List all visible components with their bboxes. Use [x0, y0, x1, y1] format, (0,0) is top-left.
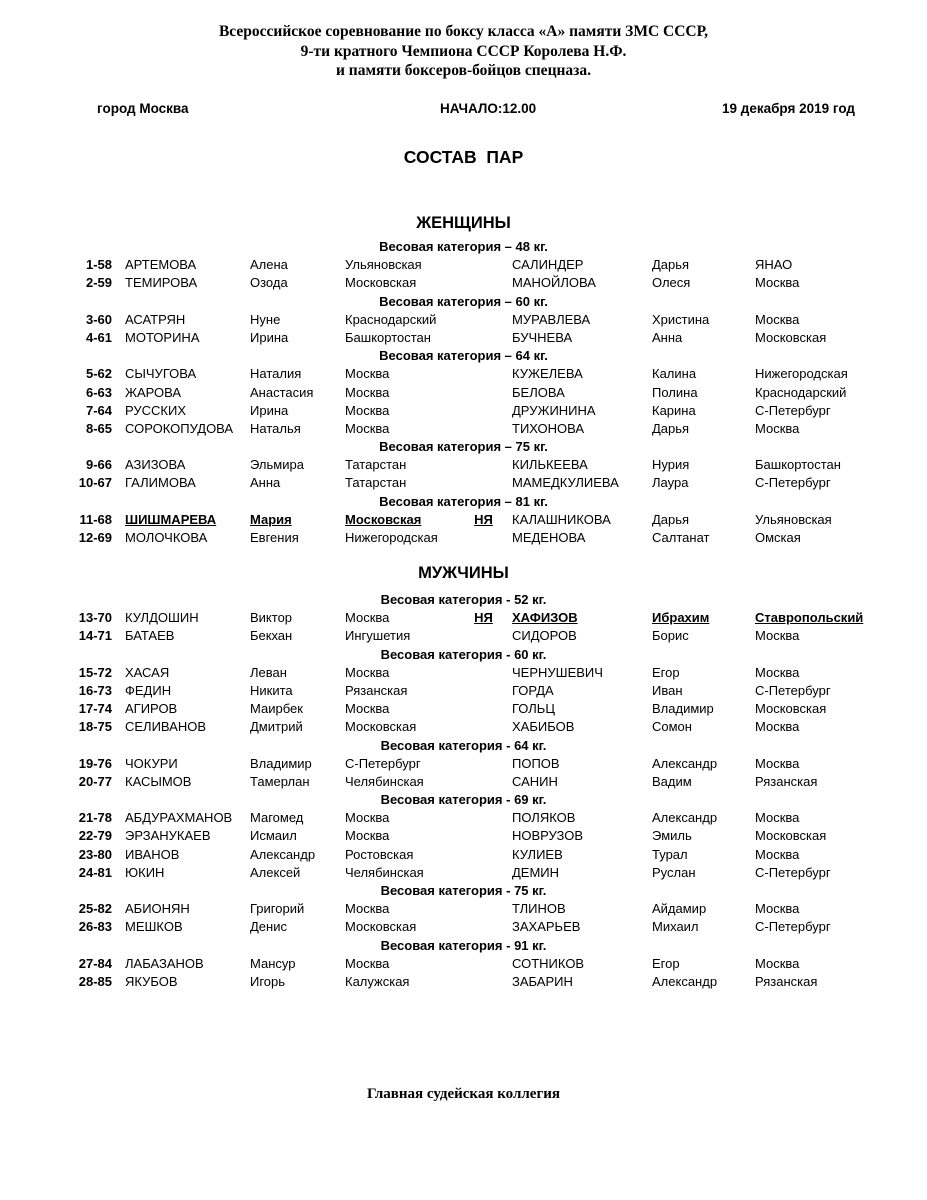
boxer2-surname: КИЛЬКЕЕВА	[512, 457, 588, 473]
boxer2-region: Москва	[755, 664, 800, 680]
boxer2-region: Москва	[755, 275, 800, 291]
boxer1-surname: ШИШМАРЕВА	[125, 511, 217, 527]
pair-row	[0, 700, 927, 718]
boxer1-firstname: Владимир	[250, 755, 312, 771]
boxer2-firstname: Иван	[652, 682, 683, 698]
boxer1-region: Москва	[345, 810, 390, 826]
boxer2-region: Нижегородская	[755, 366, 848, 382]
boxer2-surname: МАМЕДКУЛИЕВА	[512, 475, 619, 491]
footer-signature: Главная судейская коллегия	[366, 1086, 561, 1102]
boxer1-firstname: Никита	[250, 682, 293, 698]
no-show-mark	[455, 402, 512, 420]
boxer2-region: С-Петербург	[755, 919, 831, 935]
pair-row	[0, 900, 927, 918]
boxer2-surname: ХАФИЗОВ	[512, 610, 578, 626]
pair-row	[0, 718, 927, 736]
boxer2-surname: ГОЛЬЦ	[512, 701, 555, 717]
no-show-mark	[455, 256, 512, 274]
boxer1-firstname: Григорий	[250, 901, 305, 917]
date-label: 19 декабря 2019 год	[721, 101, 855, 116]
pair-number: 27-84	[78, 955, 112, 971]
pair-number: 13-70	[78, 610, 112, 626]
boxer1-firstname: Мария	[250, 511, 292, 527]
boxer2-firstname: Дарья	[652, 511, 690, 527]
pairs-table-women	[0, 238, 927, 547]
boxer1-firstname: Ирина	[250, 329, 289, 345]
boxer1-region: Челябинская	[345, 773, 424, 789]
boxer1-surname: КАСЫМОВ	[125, 773, 192, 789]
boxer1-surname: ИВАНОВ	[125, 846, 180, 862]
boxer1-region: Ростовская	[345, 846, 414, 862]
weight-category-header: Весовая категория - 52 кг.	[380, 592, 547, 607]
boxer2-surname: СИДОРОВ	[512, 628, 577, 644]
pair-row	[0, 529, 927, 547]
boxer1-surname: ЛАБАЗАНОВ	[125, 955, 204, 971]
boxer1-surname: ХАСАЯ	[125, 664, 170, 680]
boxer2-region: Ульяновская	[755, 511, 832, 527]
boxer2-surname: БЕЛОВА	[512, 384, 565, 400]
pair-number: 9-66	[85, 457, 112, 473]
boxer2-region: Москва	[755, 719, 800, 735]
boxer1-surname: ЯКУБОВ	[125, 973, 178, 989]
boxer1-firstname: Анна	[250, 475, 281, 491]
boxer2-firstname: Нурия	[652, 457, 690, 473]
boxer2-surname: ХАБИБОВ	[512, 719, 575, 735]
boxer1-surname: ЖАРОВА	[125, 384, 182, 400]
boxer1-firstname: Тамерлан	[250, 773, 310, 789]
boxer1-surname: РУССКИХ	[125, 402, 187, 418]
title-line-2: 9-ти кратного Чемпиона СССР Королева Н.Ф.	[300, 42, 627, 60]
weight-category-header: Весовая категория - 64 кг.	[380, 737, 547, 753]
boxer1-region: Нижегородская	[345, 530, 438, 545]
boxer2-firstname: Егор	[652, 955, 680, 971]
boxer1-region: Рязанская	[345, 682, 408, 698]
weight-category-header: Весовая категория – 64 кг.	[379, 348, 548, 364]
boxer1-firstname: Озода	[250, 275, 288, 291]
no-show-mark	[455, 627, 512, 645]
weight-category-header: Весовая категория – 60 кг.	[379, 293, 548, 309]
pair-number: 19-76	[78, 755, 112, 771]
boxer2-surname: КУЖЕЛЕВА	[512, 366, 583, 382]
pair-number: 23-80	[78, 846, 112, 862]
pair-row	[0, 609, 927, 627]
pair-number: 16-73	[78, 682, 112, 698]
boxer2-region: Рязанская	[755, 973, 818, 989]
pair-row	[0, 955, 927, 973]
boxer2-surname: ЗАБАРИН	[512, 973, 573, 989]
no-show-mark	[455, 918, 512, 936]
no-show-mark	[455, 420, 512, 438]
boxer2-surname: НОВРУЗОВ	[512, 828, 584, 844]
pair-row	[0, 664, 927, 682]
boxer2-surname: МАНОЙЛОВА	[512, 275, 596, 291]
boxer1-surname: АГИРОВ	[125, 701, 178, 717]
pair-row	[0, 755, 927, 773]
boxer2-firstname: Вадим	[652, 773, 692, 789]
boxer2-firstname: Турал	[652, 846, 688, 862]
pairs-list-title: СОСТАВ ПАР	[403, 147, 524, 167]
boxer2-firstname: Борис	[652, 628, 689, 644]
boxer1-firstname: Денис	[250, 919, 287, 935]
no-show-mark: НЯ	[474, 511, 493, 527]
pair-number: 8-65	[85, 420, 112, 436]
boxer1-region: Москва	[345, 701, 390, 717]
boxer1-surname: ЮКИН	[125, 864, 165, 880]
no-show-mark	[455, 384, 512, 402]
boxer2-region: Рязанская	[755, 773, 818, 789]
pair-row	[0, 627, 927, 645]
boxer1-surname: АСАТРЯН	[125, 311, 186, 327]
boxer2-surname: БУЧНЕВА	[512, 329, 573, 345]
pair-row	[0, 682, 927, 700]
pair-number: 5-62	[85, 366, 112, 382]
boxer1-region: Краснодарский	[345, 311, 437, 327]
boxer2-firstname: Анна	[652, 329, 683, 345]
weight-category-header: Весовая категория – 81 кг.	[379, 493, 548, 509]
document-title	[0, 22, 927, 81]
no-show-mark	[455, 529, 512, 547]
section-heading-women: ЖЕНЩИНЫ	[416, 214, 511, 232]
boxer2-region: Башкортостан	[755, 457, 841, 473]
no-show-mark	[455, 718, 512, 736]
title-line-1: Всероссийское соревнование по боксу класса «А» памяти ЗМС СССР,	[218, 23, 709, 40]
boxer2-surname: ДЕМИН	[512, 864, 560, 880]
boxer1-region: Москва	[345, 955, 390, 971]
boxer1-surname: ФЕДИН	[125, 682, 172, 698]
weight-category-header: Весовая категория - 91 кг.	[380, 937, 547, 953]
boxer2-region: Ставропольский	[755, 610, 864, 626]
boxer2-surname: МЕДЕНОВА	[512, 530, 586, 545]
boxer2-firstname: Карина	[652, 402, 696, 418]
boxer2-region: С-Петербург	[755, 402, 831, 418]
boxer2-surname: ДРУЖИНИНА	[512, 402, 596, 418]
boxer1-surname: СЕЛИВАНОВ	[125, 719, 207, 735]
boxer2-firstname: Полина	[652, 384, 698, 400]
boxer2-surname: ПОЛЯКОВ	[512, 810, 576, 826]
boxer1-region: Москва	[345, 366, 390, 382]
boxer1-surname: КУЛДОШИН	[125, 610, 199, 626]
no-show-mark	[455, 973, 512, 991]
boxer1-region: Ульяновская	[345, 257, 422, 273]
boxer2-firstname: Калина	[652, 366, 697, 382]
no-show-mark	[455, 955, 512, 973]
boxer1-surname: ТЕМИРОВА	[125, 275, 198, 291]
pair-number: 11-68	[79, 511, 112, 527]
boxer1-firstname: Ирина	[250, 402, 289, 418]
pair-row	[0, 456, 927, 474]
boxer1-firstname: Бекхан	[250, 628, 293, 644]
boxer1-surname: ЧОКУРИ	[125, 755, 178, 771]
no-show-mark	[455, 773, 512, 791]
weight-category-header: Весовая категория – 75 кг.	[379, 439, 548, 455]
boxer1-firstname: Алексей	[250, 864, 301, 880]
pair-row	[0, 773, 927, 791]
no-show-mark	[455, 456, 512, 474]
pair-row	[0, 274, 927, 292]
pair-number: 1-58	[85, 257, 112, 273]
pair-number: 12-69	[78, 530, 112, 545]
boxer2-surname: ГОРДА	[512, 682, 554, 698]
pair-row	[0, 365, 927, 383]
weight-category-header: Весовая категория - 60 кг.	[380, 646, 547, 662]
boxer2-surname: СОТНИКОВ	[512, 955, 585, 971]
boxer1-region: Москва	[345, 901, 390, 917]
pair-row	[0, 809, 927, 827]
pair-number: 21-78	[78, 810, 112, 826]
boxer2-firstname: Христина	[652, 311, 710, 327]
pair-row	[0, 420, 927, 438]
no-show-mark	[455, 365, 512, 383]
boxer2-firstname: Владимир	[652, 701, 714, 717]
pairs-table-men	[0, 591, 927, 991]
pair-number: 17-74	[78, 701, 112, 717]
boxer1-region: Москва	[345, 384, 390, 400]
boxer2-surname: КАЛАШНИКОВА	[512, 511, 611, 527]
boxer1-firstname: Нуне	[250, 311, 281, 327]
boxer1-region: Москва	[345, 664, 390, 680]
pair-number: 24-81	[78, 864, 112, 880]
boxer1-firstname: Маирбек	[250, 701, 303, 717]
boxer1-region: Москва	[345, 610, 390, 626]
boxer2-region: ЯНАО	[755, 257, 793, 273]
boxer1-firstname: Леван	[250, 664, 287, 680]
pair-number: 22-79	[78, 828, 112, 844]
pair-number: 14-71	[78, 628, 112, 644]
boxer2-region: Московская	[755, 828, 827, 844]
weight-category-header: Весовая категория – 48 кг.	[379, 239, 548, 254]
boxer1-region: Челябинская	[345, 864, 424, 880]
boxer1-firstname: Анастасия	[250, 384, 314, 400]
pair-row	[0, 827, 927, 845]
boxer2-region: С-Петербург	[755, 682, 831, 698]
boxer2-firstname: Лаура	[652, 475, 689, 491]
boxer1-region: Татарстан	[345, 457, 407, 473]
boxer2-region: Москва	[755, 810, 800, 826]
pair-row	[0, 511, 927, 529]
boxer2-surname: САЛИНДЕР	[512, 257, 584, 273]
boxer2-region: Краснодарский	[755, 384, 847, 400]
boxer1-region: Московская	[345, 511, 422, 527]
boxer2-firstname: Руслан	[652, 864, 696, 880]
pair-row	[0, 846, 927, 864]
boxer2-surname: ТИХОНОВА	[512, 420, 585, 436]
boxer2-firstname: Салтанат	[652, 530, 710, 545]
no-show-mark	[455, 700, 512, 718]
boxer1-firstname: Алена	[250, 257, 288, 273]
boxer1-region: Татарстан	[345, 475, 407, 491]
boxer1-region: Москва	[345, 402, 390, 418]
boxer2-region: Москва	[755, 846, 800, 862]
boxer1-surname: ГАЛИМОВА	[125, 475, 196, 491]
boxer2-surname: ЗАХАРЬЕВ	[512, 919, 581, 935]
boxer2-region: Омская	[755, 530, 801, 545]
boxer1-region: Ингушетия	[345, 628, 411, 644]
boxer1-firstname: Наталия	[250, 366, 302, 382]
pair-number: 20-77	[78, 773, 112, 789]
pair-row	[0, 256, 927, 274]
boxer1-surname: АБИОНЯН	[125, 901, 190, 917]
pair-row	[0, 973, 927, 991]
pair-number: 7-64	[85, 402, 112, 418]
boxer2-firstname: Эмиль	[652, 828, 692, 844]
pair-number: 2-59	[85, 275, 112, 291]
info-row	[0, 101, 927, 119]
no-show-mark	[455, 474, 512, 492]
no-show-mark	[455, 664, 512, 682]
boxer1-surname: ЭРЗАНУКАЕВ	[125, 828, 211, 844]
boxer2-surname: ЧЕРНУШЕВИЧ	[512, 664, 603, 680]
no-show-mark	[455, 900, 512, 918]
boxer2-region: Москва	[755, 628, 800, 644]
title-line-3: и памяти боксеров-бойцов спецназа.	[335, 62, 592, 79]
boxer2-surname: САНИН	[512, 773, 558, 789]
pair-row	[0, 329, 927, 347]
boxer1-surname: МОТОРИНА	[125, 329, 200, 345]
boxer1-firstname: Мансур	[250, 955, 296, 971]
boxer2-region: Москва	[755, 955, 800, 971]
boxer2-firstname: Олеся	[652, 275, 691, 291]
no-show-mark	[455, 755, 512, 773]
boxer2-firstname: Михаил	[652, 919, 699, 935]
city-label: город Москва	[97, 101, 189, 116]
pair-row	[0, 311, 927, 329]
boxer1-region: Московская	[345, 719, 417, 735]
no-show-mark	[455, 864, 512, 882]
boxer1-surname: БАТАЕВ	[125, 628, 175, 644]
no-show-mark	[455, 311, 512, 329]
boxer1-firstname: Эльмира	[250, 457, 304, 473]
boxer2-firstname: Егор	[652, 664, 680, 680]
no-show-mark	[455, 274, 512, 292]
boxer1-region: Московская	[345, 919, 417, 935]
boxer2-firstname: Дарья	[652, 257, 690, 273]
boxer1-surname: АРТЕМОВА	[125, 257, 197, 273]
boxer2-surname: КУЛИЕВ	[512, 846, 563, 862]
boxer1-firstname: Дмитрий	[250, 719, 303, 735]
boxer1-surname: АЗИЗОВА	[125, 457, 186, 473]
pair-number: 28-85	[78, 973, 112, 989]
boxer2-surname: МУРАВЛЕВА	[512, 311, 591, 327]
boxer2-region: С-Петербург	[755, 864, 831, 880]
no-show-mark	[455, 329, 512, 347]
pair-number: 18-75	[78, 719, 112, 735]
no-show-mark	[455, 809, 512, 827]
boxer2-region: С-Петербург	[755, 475, 831, 491]
pair-number: 6-63	[85, 384, 112, 400]
boxer1-surname: СОРОКОПУДОВА	[125, 420, 234, 436]
section-heading-men: МУЖЧИНЫ	[418, 564, 509, 582]
boxer2-surname: ТЛИНОВ	[512, 901, 566, 917]
boxer1-region: Москва	[345, 828, 390, 844]
boxer2-region: Москва	[755, 311, 800, 327]
boxer1-firstname: Магомед	[250, 810, 304, 826]
boxer1-firstname: Исмаил	[250, 828, 297, 844]
boxer2-region: Москва	[755, 420, 800, 436]
boxer1-region: Башкортостан	[345, 329, 431, 345]
boxer2-firstname: Александр	[652, 973, 718, 989]
boxer2-surname: ПОПОВ	[512, 755, 560, 771]
boxer1-region: Калужская	[345, 973, 410, 989]
pair-row	[0, 402, 927, 420]
no-show-mark: НЯ	[474, 610, 493, 626]
boxer1-firstname: Евгения	[250, 530, 299, 545]
boxer2-region: Москва	[755, 755, 800, 771]
boxer1-firstname: Игорь	[250, 973, 286, 989]
boxer2-region: Московская	[755, 701, 827, 717]
boxer1-surname: МЕШКОВ	[125, 919, 183, 935]
pair-number: 25-82	[78, 901, 112, 917]
boxer2-firstname: Александр	[652, 810, 718, 826]
boxer2-firstname: Сомон	[652, 719, 692, 735]
boxer2-firstname: Дарья	[652, 420, 690, 436]
boxer1-region: С-Петербург	[345, 755, 421, 771]
pair-number: 10-67	[78, 475, 112, 491]
pair-row	[0, 864, 927, 882]
pair-row	[0, 384, 927, 402]
boxer2-region: Москва	[755, 901, 800, 917]
boxer2-firstname: Александр	[652, 755, 718, 771]
boxer1-region: Московская	[345, 275, 417, 291]
no-show-mark	[455, 827, 512, 845]
no-show-mark	[455, 846, 512, 864]
pair-row	[0, 474, 927, 492]
pair-number: 15-72	[78, 664, 112, 680]
boxer1-region: Москва	[345, 420, 390, 436]
pair-number: 26-83	[78, 919, 112, 935]
no-show-mark	[455, 682, 512, 700]
weight-category-header: Весовая категория - 75 кг.	[380, 883, 547, 898]
pair-number: 4-61	[85, 329, 112, 345]
start-time-label: НАЧАЛО:12.00	[440, 101, 537, 116]
pair-number: 3-60	[85, 311, 112, 327]
boxer2-firstname: Айдамир	[652, 901, 707, 917]
pair-row	[0, 918, 927, 936]
boxer2-region: Московская	[755, 329, 827, 345]
boxer1-firstname: Александр	[250, 846, 316, 862]
weight-category-header: Весовая категория - 69 кг.	[380, 792, 547, 808]
boxer1-firstname: Наталья	[250, 420, 301, 436]
boxer1-surname: СЫЧУГОВА	[125, 366, 197, 382]
boxer1-surname: АБДУРАХМАНОВ	[125, 810, 233, 826]
boxer2-firstname: Ибрахим	[652, 610, 710, 626]
boxer1-surname: МОЛОЧКОВА	[125, 530, 208, 545]
boxer1-firstname: Виктор	[250, 610, 293, 626]
